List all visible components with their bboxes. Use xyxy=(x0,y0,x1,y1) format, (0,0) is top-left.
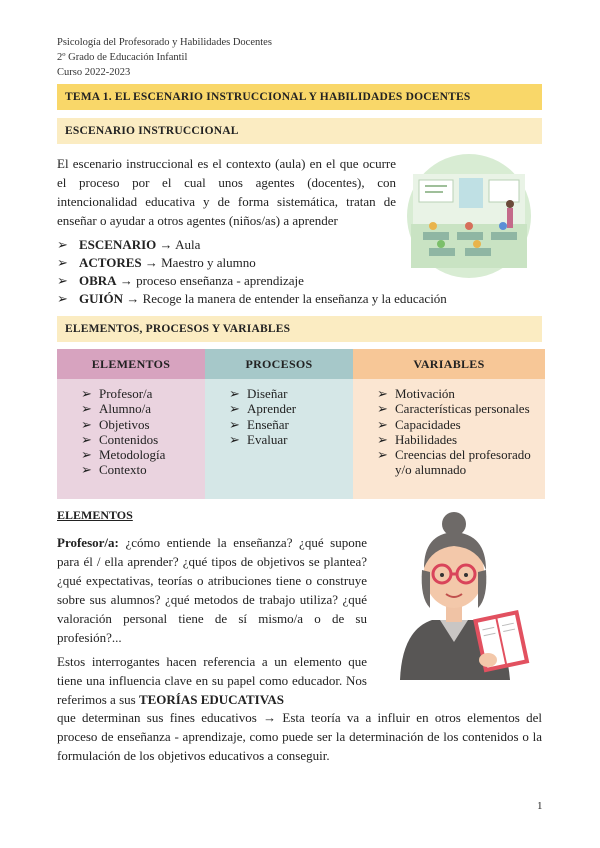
list-item: ➢ Creencias del profesorado y/o alumnado xyxy=(377,447,531,478)
bullet-icon: ➢ xyxy=(377,447,388,463)
bullet-icon: ➢ xyxy=(81,462,92,478)
list-item xyxy=(57,272,542,290)
bullet-text: proceso enseñanza - aprendizaje xyxy=(136,273,304,288)
list-item: ➢ Alumno/a xyxy=(81,401,151,417)
bullet-term: GUIÓN xyxy=(79,291,124,306)
section-escenario-title: ESCENARIO INSTRUCCIONAL xyxy=(57,118,542,144)
closing-paragraph-part1: Estos interrogantes hacen referencia a un elemento que tiene una influencia clave en su papel como educador. Nos referimos a sus TEORÍAS EDUCATIVAS xyxy=(57,654,367,707)
bullet-icon: ➢ xyxy=(81,386,92,401)
bullet-icon: ➢ xyxy=(229,386,240,401)
list-item: ➢ Contenidos xyxy=(81,431,159,447)
bullet-icon: ➢ xyxy=(57,237,68,252)
elements-processes-variables-table xyxy=(57,349,545,499)
page-number: 1 xyxy=(537,800,543,812)
header-subject: Psicología del Profesorado y Habilidades Docentes xyxy=(57,37,272,48)
bullet-term: ACTORES xyxy=(79,255,142,270)
list-item: ➢ Contexto xyxy=(81,462,147,478)
bullet-icon: ➢ xyxy=(57,273,68,288)
list-item: ➢ Objetivos xyxy=(81,416,150,432)
list-item: ➢ Características personales xyxy=(377,401,530,417)
teacher-illustration xyxy=(392,510,532,680)
list-item: ➢ Motivación xyxy=(377,386,455,401)
list-item: ➢ Enseñar xyxy=(229,416,289,432)
table-header-procesos: PROCESOS xyxy=(205,349,353,379)
topic-title: TEMA 1. EL ESCENARIO INSTRUCCIONAL Y HABILIDADES DOCENTES xyxy=(57,84,542,110)
closing-paragraph-part2: que determinan sus fines educativos → Esta teoría va a influir en otros elementos del proceso de enseñanza - aprendizaje, como puede ser la determinación de los contenidos o la formulación de los objetivos educativos a conseguir. xyxy=(57,710,542,763)
arrow-icon: → xyxy=(119,273,133,288)
table-header-variables: VARIABLES xyxy=(353,349,545,379)
list-item: ➢ Capacidades xyxy=(377,416,461,432)
bullet-icon: ➢ xyxy=(81,447,92,463)
bullet-text: Recoge la manera de entender la enseñanza y la educación xyxy=(142,291,447,306)
bullet-icon: ➢ xyxy=(377,401,388,417)
intro-paragraph: El escenario instruccional es el contexto (aula) en el que ocurre el proceso por el cual unos agentes (docentes), con intencionalidad educativa y de forma sistemática, tratan de enseñar o ayudar a otros agentes (niños/as) a aprender xyxy=(57,156,396,228)
list-item: ➢ Metodología xyxy=(81,447,166,463)
bullet-text: Aula xyxy=(175,237,201,252)
list-item: ➢ Diseñar xyxy=(229,386,288,401)
section-elementos-title: ELEMENTOS xyxy=(57,508,133,522)
list-item: ➢ Evaluar xyxy=(229,431,288,447)
bullet-icon: ➢ xyxy=(229,401,240,417)
list-item: ➢ Profesor/a xyxy=(81,386,153,401)
section-epv-title: ELEMENTOS, PROCESOS Y VARIABLES xyxy=(57,316,542,342)
elementos-cell xyxy=(57,379,205,499)
table-header-elementos: ELEMENTOS xyxy=(57,349,205,379)
list-item xyxy=(57,290,542,308)
list-item xyxy=(57,236,542,254)
bullet-icon: ➢ xyxy=(57,255,68,270)
teorias-educativas: TEORÍAS EDUCATIVAS xyxy=(138,692,285,707)
bullet-term: OBRA xyxy=(79,273,117,288)
list-item: ➢ Aprender xyxy=(229,401,297,417)
header-degree: 2º Grado de Educación Infantil xyxy=(57,52,188,63)
procesos-cell xyxy=(205,379,353,499)
profesor-paragraph xyxy=(57,533,367,647)
arrow-icon: → xyxy=(126,291,140,306)
arrow-icon: → xyxy=(144,255,158,270)
bullet-icon: ➢ xyxy=(81,431,92,447)
list-item xyxy=(57,254,542,272)
bullet-icon: ➢ xyxy=(377,386,388,401)
bullet-icon: ➢ xyxy=(377,416,388,432)
bullet-icon: ➢ xyxy=(377,431,388,447)
bullet-icon: ➢ xyxy=(81,401,92,417)
variables-cell xyxy=(353,379,545,499)
header-course: Curso 2022-2023 xyxy=(57,67,131,78)
bullet-icon: ➢ xyxy=(57,291,68,306)
bullet-icon: ➢ xyxy=(81,416,92,432)
escenario-bullet-list xyxy=(57,236,542,308)
arrow-icon: → xyxy=(159,237,173,252)
profesor-text: ¿cómo entiende la enseñanza? ¿qué supone para él / ella aprender? ¿qué tipos de objetivos se plantea? ¿qué expectativas, teorías o atribuciones tiene o construye sobre sus alumnos? ¿qué metodos de trabajo utiliza? ¿qué valoración personal tiene de sí mismo/a o de su profesión?... xyxy=(57,535,367,645)
bullet-icon: ➢ xyxy=(229,431,240,447)
bullet-term: ESCENARIO xyxy=(79,237,157,252)
bullet-text: Maestro y alumno xyxy=(161,255,256,270)
bullet-icon: ➢ xyxy=(229,416,240,432)
list-item: ➢ Habilidades xyxy=(377,431,458,447)
profesor-label: Profesor/a: xyxy=(57,535,119,550)
